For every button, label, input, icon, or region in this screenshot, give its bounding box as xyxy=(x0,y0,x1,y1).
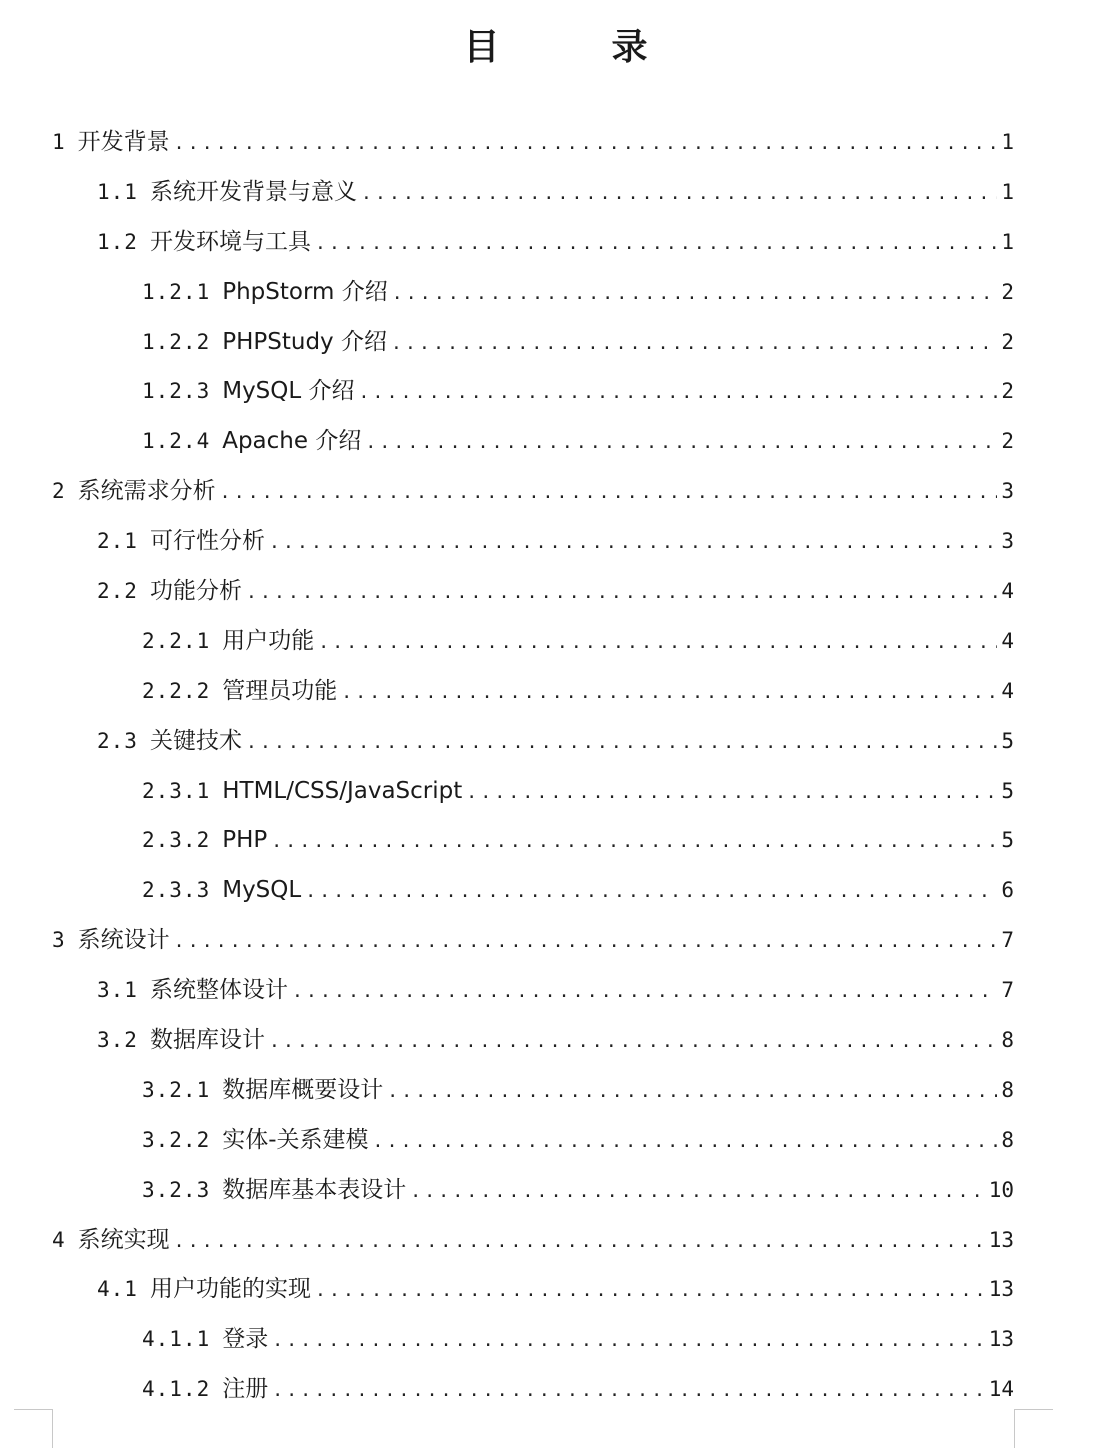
toc-entry[interactable] xyxy=(0,318,1111,368)
toc-entry-page-number: 4 xyxy=(1001,579,1014,604)
toc-dot-leader xyxy=(373,1117,998,1167)
toc-dot-leader xyxy=(174,917,998,967)
toc-entry-title: 数据库概要设计 xyxy=(222,1076,384,1103)
toc-entry-page-number: 1 xyxy=(1001,130,1014,154)
toc-entry-number: 4.1.1 xyxy=(142,1327,211,1352)
toc-entry-page-number: 2 xyxy=(1001,279,1014,304)
toc-dot-leader xyxy=(365,418,997,468)
toc-entry-page-number: 5 xyxy=(1001,728,1014,753)
toc-entry-title: 系统实现 xyxy=(77,1226,170,1253)
toc-entry-title: 关键技术 xyxy=(149,727,242,754)
toc-entry-title: 数据库设计 xyxy=(149,1027,265,1054)
toc-dot-leader xyxy=(359,368,998,418)
toc-dot-leader xyxy=(292,967,997,1017)
toc-dot-leader xyxy=(392,269,998,319)
toc-dot-leader xyxy=(269,518,997,568)
toc-entry-page-number: 8 xyxy=(1001,1077,1014,1102)
toc-entry-title: 实体-关系建模 xyxy=(222,1126,369,1153)
toc-entry[interactable] xyxy=(0,767,1111,817)
toc-entry-title: 系统需求分析 xyxy=(77,478,216,505)
toc-entry[interactable] xyxy=(0,816,1111,866)
toc-dot-leader xyxy=(272,1366,984,1416)
toc-dot-leader xyxy=(305,867,997,917)
toc-entry[interactable] xyxy=(0,717,1111,767)
toc-entry-page-number: 2 xyxy=(1001,379,1014,404)
toc-entry-title: 管理员功能 xyxy=(222,677,338,704)
toc-entry-page-number: 8 xyxy=(1001,1127,1014,1152)
page-corner-mark-right xyxy=(1014,1409,1053,1448)
toc-entry-page-number: 10 xyxy=(988,1177,1014,1202)
toc-dot-leader xyxy=(220,468,998,518)
toc-dot-leader xyxy=(246,718,997,768)
toc-entry[interactable] xyxy=(0,1365,1111,1415)
toc-entry-title: 开发背景 xyxy=(77,129,170,155)
toc-entry[interactable] xyxy=(0,1016,1111,1066)
toc-entry-page-number: 3 xyxy=(1001,529,1014,554)
toc-entry-number: 4 xyxy=(52,1227,66,1252)
toc-entry[interactable] xyxy=(0,1315,1111,1365)
toc-dot-leader xyxy=(315,219,997,269)
toc-entry-title: MySQL 介绍 xyxy=(222,378,355,405)
toc-dot-leader xyxy=(391,319,997,369)
toc-entry[interactable] xyxy=(0,866,1111,916)
toc-entry-number: 1.2.4 xyxy=(142,429,211,454)
toc-entry-page-number: 6 xyxy=(1001,878,1014,903)
toc-entry-page-number: 3 xyxy=(1001,479,1014,504)
toc-dot-leader xyxy=(466,768,997,818)
toc-entry-title: 系统整体设计 xyxy=(149,977,288,1004)
toc-entry-number: 2.3.1 xyxy=(142,778,211,803)
toc-entry[interactable] xyxy=(0,1166,1111,1216)
toc-entry-title: 开发环境与工具 xyxy=(149,228,311,255)
toc-entry-title: 用户功能 xyxy=(222,627,315,654)
toc-entry-title: PHP xyxy=(222,827,268,854)
toc-entry-number: 2.3.3 xyxy=(142,878,211,903)
toc-entry[interactable] xyxy=(0,168,1111,218)
page-title: 目 录 xyxy=(463,26,686,68)
toc-entry-number: 3.2.3 xyxy=(142,1177,211,1202)
page-corner-mark-left xyxy=(14,1409,53,1448)
toc-entry-number: 2.2.1 xyxy=(142,628,211,653)
toc-entry-number: 1.2.3 xyxy=(142,379,211,404)
toc-entry-page-number: 4 xyxy=(1001,678,1014,703)
toc-entry[interactable] xyxy=(0,1116,1111,1166)
toc-entry-number: 2.1 xyxy=(97,529,138,554)
toc-dot-leader xyxy=(387,1067,997,1117)
toc-entry-page-number: 13 xyxy=(988,1277,1014,1302)
toc-entry-title: 用户功能的实现 xyxy=(149,1276,311,1303)
toc-entry-number: 1.2 xyxy=(97,229,138,254)
toc-entry-number: 3.1 xyxy=(97,978,138,1003)
toc-dot-leader xyxy=(246,568,997,618)
toc-entry-title: Apache 介绍 xyxy=(222,428,362,455)
toc-entry-page-number: 8 xyxy=(1001,1028,1014,1053)
toc-entry[interactable] xyxy=(0,916,1111,966)
toc-entry[interactable] xyxy=(0,367,1111,417)
toc-entry-number: 4.1.2 xyxy=(142,1377,211,1402)
toc-entry-number: 3.2 xyxy=(97,1028,138,1053)
toc-dot-leader xyxy=(272,1316,984,1366)
toc-entry-page-number: 13 xyxy=(988,1327,1014,1352)
toc-entry-number: 1.1 xyxy=(97,179,138,204)
toc-entry-page-number: 5 xyxy=(1001,778,1014,803)
toc-entry[interactable] xyxy=(0,467,1111,517)
toc-entry-title: 可行性分析 xyxy=(149,528,265,555)
toc-entry-number: 2.2 xyxy=(97,579,138,604)
toc-entry-title: HTML/CSS/JavaScript xyxy=(222,777,463,804)
toc-entry-page-number: 2 xyxy=(1001,329,1014,354)
toc-entry-number: 1 xyxy=(52,130,66,154)
toc-entry[interactable] xyxy=(0,966,1111,1016)
toc-entry-page-number: 4 xyxy=(1001,628,1014,653)
toc-dot-leader xyxy=(174,1217,985,1267)
toc-entry-title: 系统设计 xyxy=(77,927,170,954)
toc-entry-number: 3 xyxy=(52,928,66,953)
toc-entry-title: 数据库基本表设计 xyxy=(222,1176,407,1203)
toc-entry-page-number: 7 xyxy=(1001,978,1014,1003)
toc-entry-page-number: 1 xyxy=(1001,229,1014,254)
toc-entry-number: 1.2.1 xyxy=(142,279,211,304)
toc-entry[interactable] xyxy=(0,617,1111,667)
toc-dot-leader xyxy=(315,1266,985,1316)
toc-entry[interactable] xyxy=(0,667,1111,717)
toc-entry-page-number: 5 xyxy=(1001,828,1014,853)
toc-entry[interactable] xyxy=(0,1066,1111,1116)
toc-entry-number: 2.3 xyxy=(97,728,138,753)
toc-dot-leader xyxy=(271,817,997,867)
toc-entry[interactable] xyxy=(0,567,1111,617)
toc-entry[interactable] xyxy=(0,268,1111,318)
toc-entry-title: MySQL xyxy=(222,877,302,904)
toc-dot-leader xyxy=(174,119,998,169)
toc-entry-title: 功能分析 xyxy=(149,578,242,605)
toc-entry[interactable] xyxy=(0,118,1111,168)
toc-entry-page-number: 1 xyxy=(1001,179,1014,204)
toc-entry-title: PhpStorm 介绍 xyxy=(222,278,388,305)
toc-entry[interactable] xyxy=(0,517,1111,567)
toc-entry-number: 2.2.2 xyxy=(142,678,211,703)
toc-dot-leader xyxy=(269,1017,997,1067)
toc-entry-title: PHPStudy 介绍 xyxy=(222,328,387,355)
toc-entry[interactable] xyxy=(0,417,1111,467)
toc-entry-number: 4.1 xyxy=(97,1277,138,1302)
toc-entry-number: 3.2.1 xyxy=(142,1077,211,1102)
table-of-contents xyxy=(0,118,1111,1415)
toc-dot-leader xyxy=(318,618,997,668)
toc-dot-leader xyxy=(361,169,997,219)
toc-entry-page-number: 7 xyxy=(1001,928,1014,953)
toc-entry-title: 登录 xyxy=(222,1326,269,1353)
toc-dot-leader xyxy=(410,1167,984,1217)
toc-entry-title: 系统开发背景与意义 xyxy=(149,178,357,205)
toc-entry[interactable] xyxy=(0,1265,1111,1315)
toc-entry-number: 2 xyxy=(52,479,66,504)
toc-entry[interactable] xyxy=(0,218,1111,268)
toc-entry-number: 2.3.2 xyxy=(142,828,211,853)
toc-dot-leader xyxy=(341,668,997,718)
toc-entry[interactable] xyxy=(0,1216,1111,1266)
toc-entry-page-number: 14 xyxy=(988,1377,1014,1402)
toc-entry-page-number: 2 xyxy=(1001,429,1014,454)
toc-entry-number: 1.2.2 xyxy=(142,329,211,354)
toc-entry-page-number: 13 xyxy=(988,1227,1014,1252)
toc-entry-number: 3.2.2 xyxy=(142,1127,211,1152)
toc-entry-title: 注册 xyxy=(222,1376,269,1403)
